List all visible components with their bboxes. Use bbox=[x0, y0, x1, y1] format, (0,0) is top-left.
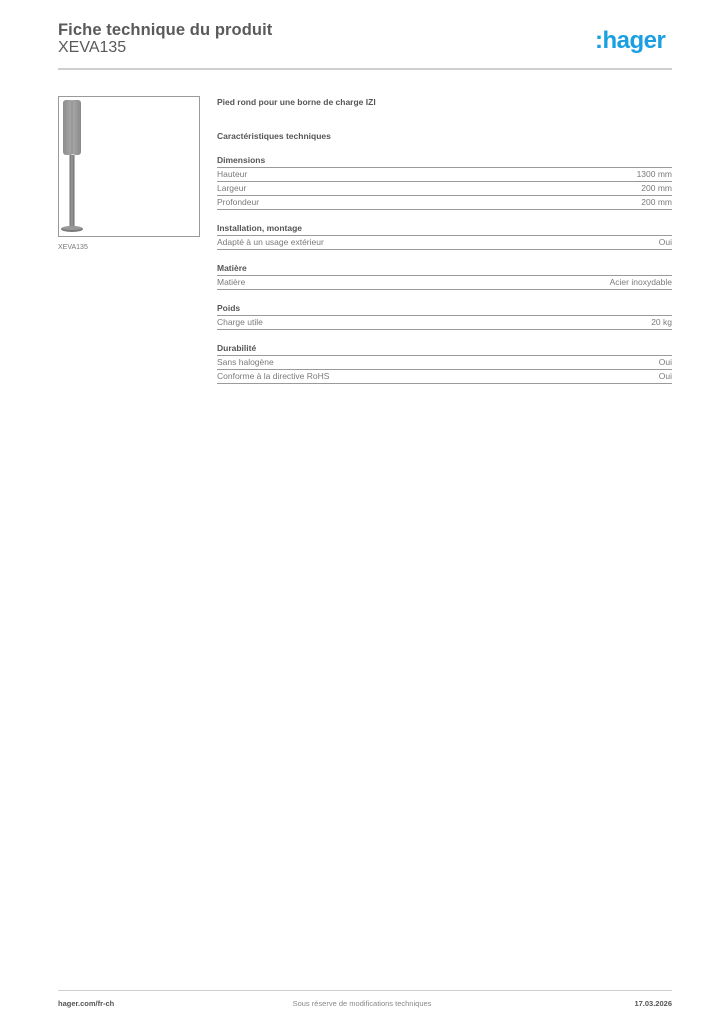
spec-label: Hauteur bbox=[217, 169, 248, 179]
spec-row bbox=[217, 316, 672, 330]
product-image-caption: XEVA135 bbox=[58, 244, 88, 251]
spec-value: Oui bbox=[658, 357, 672, 367]
footer-disclaimer: Sous réserve de modifications techniques bbox=[292, 999, 432, 1008]
spec-value: Oui bbox=[658, 371, 672, 381]
spec-label: Sans halogène bbox=[217, 357, 274, 367]
spec-row bbox=[217, 276, 672, 290]
product-reference: XEVA135 bbox=[58, 39, 127, 56]
spec-group-weight bbox=[217, 302, 672, 330]
group-title: Poids bbox=[217, 302, 672, 316]
spec-row bbox=[217, 370, 672, 384]
spec-row bbox=[217, 168, 672, 182]
spec-label: Matière bbox=[217, 277, 246, 287]
section-title: Caractéristiques techniques bbox=[217, 131, 331, 141]
spec-label: Largeur bbox=[217, 183, 247, 193]
spec-label: Profondeur bbox=[217, 197, 260, 207]
spec-label: Charge utile bbox=[217, 317, 263, 327]
spec-group-sustainability bbox=[217, 342, 672, 384]
group-title: Matière bbox=[217, 262, 672, 276]
footer-website: hager.com/fr-ch bbox=[58, 999, 115, 1008]
group-title: Durabilité bbox=[217, 342, 672, 356]
spec-row bbox=[217, 236, 672, 250]
spec-value: 200 mm bbox=[641, 197, 672, 207]
charging-post-pedestal-image bbox=[59, 97, 199, 236]
spec-value: 200 mm bbox=[641, 183, 672, 193]
spec-label: Conforme à la directive RoHS bbox=[217, 371, 330, 381]
header-divider bbox=[58, 68, 672, 70]
hager-logo: :hager bbox=[595, 27, 666, 54]
spec-value: Oui bbox=[658, 237, 672, 247]
product-image-frame bbox=[58, 96, 200, 237]
page-title: Fiche technique du produit bbox=[58, 21, 273, 39]
spec-row bbox=[217, 356, 672, 370]
spec-value: 20 kg bbox=[651, 317, 672, 327]
product-description: Pied rond pour une borne de charge IZI bbox=[217, 97, 376, 107]
spec-value: 1300 mm bbox=[636, 169, 672, 179]
group-title: Installation, montage bbox=[217, 222, 672, 236]
spec-value: Acier inoxydable bbox=[609, 277, 672, 287]
group-title: Dimensions bbox=[217, 154, 672, 168]
specifications bbox=[217, 96, 672, 384]
spec-group-dimensions bbox=[217, 154, 672, 210]
spec-label: Adapté à un usage extérieur bbox=[217, 237, 324, 247]
footer-date: 17.03.2026 bbox=[634, 999, 672, 1008]
spec-row bbox=[217, 182, 672, 196]
spec-group-installation bbox=[217, 222, 672, 250]
footer-divider bbox=[58, 990, 672, 991]
spec-group-material bbox=[217, 262, 672, 290]
spec-row bbox=[217, 196, 672, 210]
